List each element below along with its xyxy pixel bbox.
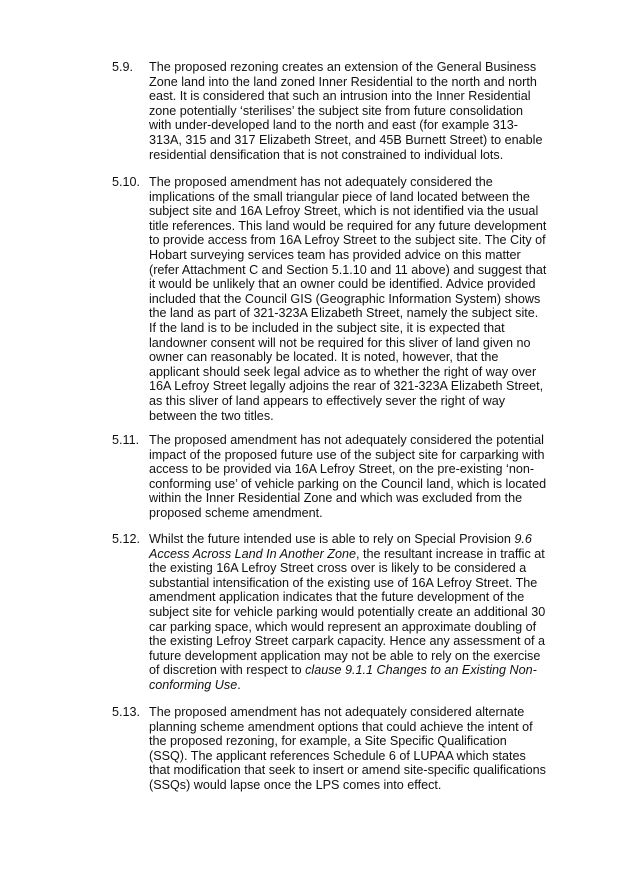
text-segment: as this sliver of land appears to effectively sever the right of way bbox=[149, 393, 506, 408]
text-segment: between the two titles. bbox=[149, 408, 274, 423]
text-segment: access to be provided via 16A Lefroy Street, on the pre-existing ‘non- bbox=[149, 462, 535, 477]
text-segment: with under-developed land to the north and east (for example 313- bbox=[149, 118, 518, 133]
text-segment: of discretion with respect to bbox=[149, 663, 306, 678]
text-line bbox=[149, 620, 559, 635]
text-segment: included that the Council GIS (Geographic Information System) shows bbox=[149, 291, 541, 306]
text-line bbox=[149, 118, 559, 133]
paragraph-number: 5.9. bbox=[112, 60, 134, 74]
text-segment: The proposed rezoning creates an extension of the General Business bbox=[149, 60, 537, 74]
italic-text: clause 9.1.1 Changes to an Existing Non- bbox=[305, 663, 537, 678]
text-line bbox=[149, 605, 559, 620]
text-segment: The proposed amendment has not adequately considered the bbox=[149, 175, 493, 189]
text-line bbox=[149, 263, 559, 278]
italic-text: conforming Use bbox=[149, 677, 238, 692]
text-segment: title references. This land would be required for any future development bbox=[149, 218, 547, 233]
text-line bbox=[149, 409, 559, 424]
italic-text: Access Across Land In Another Zone bbox=[149, 546, 356, 561]
text-line bbox=[149, 720, 559, 735]
text-segment: planning scheme amendment options that could achieve the intent of bbox=[149, 719, 533, 734]
paragraph-number: 5.13. bbox=[112, 705, 141, 719]
paragraph-body bbox=[149, 175, 559, 423]
text-line bbox=[149, 148, 559, 163]
text-line bbox=[149, 649, 559, 664]
text-segment: implications of the small triangular piece of land located between the bbox=[149, 189, 530, 204]
text-segment: The proposed amendment has not adequately considered the potential bbox=[149, 433, 544, 447]
text-line bbox=[149, 561, 559, 576]
text-segment: the existing 16A Lefroy Street cross over is likely to be considered a bbox=[149, 561, 527, 576]
text-line bbox=[149, 532, 559, 547]
text-line bbox=[149, 104, 559, 119]
text-line bbox=[149, 219, 559, 234]
text-line bbox=[149, 175, 559, 190]
text-segment: residential densification that is not constrained to individual lots. bbox=[149, 147, 504, 162]
text-line bbox=[149, 190, 559, 205]
text-line bbox=[149, 350, 559, 365]
text-segment: to provide access from 16A Lefroy Street to the subject site. The City of bbox=[149, 233, 546, 248]
text-segment: the proposed rezoning, for example, a Site Specific Qualification bbox=[149, 734, 507, 749]
italic-text: 9.6 bbox=[514, 532, 532, 546]
text-segment: conforming use’ of vehicle parking on the Council land, which is located bbox=[149, 476, 547, 491]
paragraph-number: 5.11. bbox=[112, 433, 140, 447]
text-line bbox=[149, 491, 559, 506]
text-line bbox=[149, 477, 559, 492]
paragraph-body bbox=[149, 532, 559, 693]
text-segment: landowner consent will not be required for this sliver of land given no bbox=[149, 335, 531, 350]
text-segment: subject site and 16A Lefroy Street, which is not identified via the usual bbox=[149, 204, 539, 219]
paragraph-number: 5.10. bbox=[112, 175, 141, 189]
text-line bbox=[149, 734, 559, 749]
text-line bbox=[149, 663, 559, 678]
text-line bbox=[149, 365, 559, 380]
text-segment: If the land is to be included in the subject site, it is expected that bbox=[149, 320, 505, 335]
text-segment: . bbox=[237, 677, 241, 692]
text-segment: it would be unlikely that an owner could be identified. Advice provided bbox=[149, 277, 536, 292]
text-line bbox=[149, 749, 559, 764]
text-line bbox=[149, 277, 559, 292]
text-segment: Zone land into the land zoned Inner Residential to the north and north bbox=[149, 74, 537, 89]
paragraph-body bbox=[149, 60, 559, 162]
text-segment: , the resultant increase in traffic at bbox=[355, 546, 545, 561]
text-segment: zone potentially ‘sterilises’ the subject site from future consolidation bbox=[149, 103, 524, 118]
text-line bbox=[149, 336, 559, 351]
text-segment: The proposed amendment has not adequately considered alternate bbox=[149, 705, 525, 719]
text-segment: east. It is considered that such an intrusion into the Inner Residential bbox=[149, 89, 531, 104]
text-line bbox=[149, 75, 559, 90]
text-line bbox=[149, 248, 559, 263]
text-line bbox=[149, 448, 559, 463]
text-line bbox=[149, 778, 559, 793]
text-segment: the existing Lefroy Street carpark capacity. Hence any assessment of a bbox=[149, 634, 545, 649]
text-segment: within the Inner Residential Zone and which was excluded from the bbox=[149, 491, 523, 506]
text-segment: impact of the proposed future use of the subject site for carparking with bbox=[149, 447, 545, 462]
paragraph-number: 5.12. bbox=[112, 532, 141, 546]
text-line bbox=[149, 547, 559, 562]
text-line bbox=[149, 590, 559, 605]
text-line bbox=[149, 379, 559, 394]
text-line bbox=[149, 462, 559, 477]
text-segment: substantial intensification of the existing use of 16A Lefroy Street. The bbox=[149, 575, 538, 590]
text-segment: car parking space, which would represent an approximate doubling of bbox=[149, 619, 537, 634]
text-segment: future development application may not be able to rely on the exercise bbox=[149, 648, 541, 663]
text-segment: (SSQ). The applicant references Schedule 6 of LUPAA which states bbox=[149, 748, 526, 763]
text-line bbox=[149, 394, 559, 409]
text-line bbox=[149, 89, 559, 104]
text-segment: proposed scheme amendment. bbox=[149, 505, 323, 520]
text-line bbox=[149, 233, 559, 248]
paragraph-body bbox=[149, 433, 559, 521]
text-line bbox=[149, 576, 559, 591]
text-line bbox=[149, 678, 559, 693]
paragraph-body bbox=[149, 705, 559, 793]
text-segment: 16A Lefroy Street legally adjoins the rear of 321-323A Elizabeth Street, bbox=[149, 379, 544, 394]
text-line bbox=[149, 133, 559, 148]
text-line bbox=[149, 204, 559, 219]
text-line bbox=[149, 60, 559, 75]
text-line bbox=[149, 506, 559, 521]
text-line bbox=[149, 292, 559, 307]
text-segment: (refer Attachment C and Section 5.1.10 and 11 above) and suggest that bbox=[149, 262, 547, 277]
text-segment: amendment application indicates that the future development of the bbox=[149, 590, 525, 605]
text-segment: owner can reasonably be located. It is noted, however, that the bbox=[149, 350, 499, 365]
text-line bbox=[149, 321, 559, 336]
text-segment: (SSQs) would lapse once the LPS comes into effect. bbox=[149, 777, 442, 792]
text-segment: Hobart surveying services team has provided advice on this matter bbox=[149, 247, 521, 262]
text-line bbox=[149, 763, 559, 778]
text-line bbox=[149, 433, 559, 448]
text-segment: applicant should seek legal advice as to whether the right of way over bbox=[149, 364, 537, 379]
text-line bbox=[149, 306, 559, 321]
text-segment: Whilst the future intended use is able to rely on Special Provision bbox=[149, 532, 515, 546]
text-line bbox=[149, 634, 559, 649]
text-segment: that modification that seek to insert or amend site-specific qualifications bbox=[149, 763, 546, 778]
text-line bbox=[149, 705, 559, 720]
text-segment: subject site for vehicle parking would potentially create an additional 30 bbox=[149, 604, 546, 619]
text-segment: the land as part of 321-323A Elizabeth Street, namely the subject site. bbox=[149, 306, 539, 321]
text-segment: 313A, 315 and 317 Elizabeth Street, and 45B Burnett Street) to enable bbox=[149, 132, 543, 147]
